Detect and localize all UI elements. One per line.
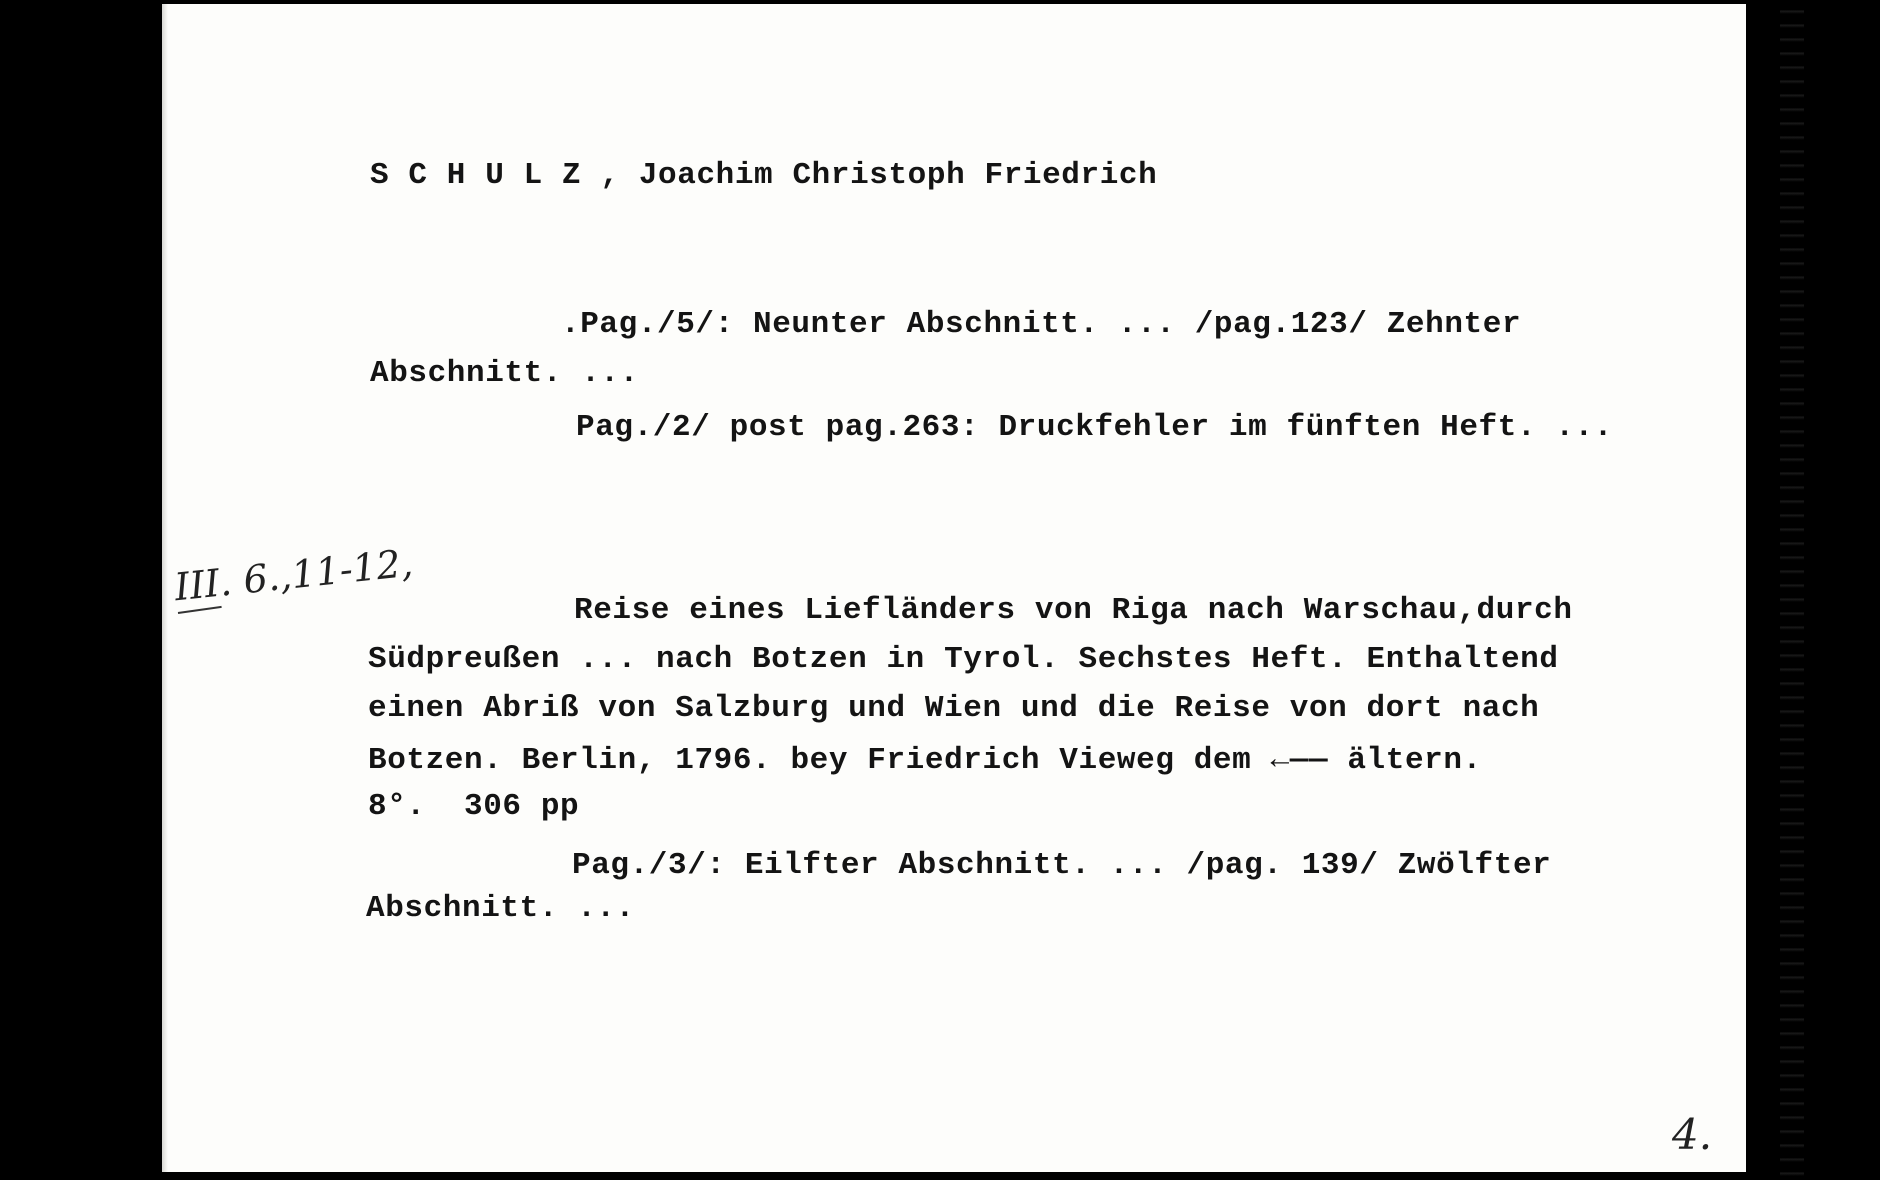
handwritten-shelfmark: III. 6.,11-12,: [172, 540, 415, 610]
entry-line-1: Reise eines Liefländers von Riga nach Warschau,durch: [574, 593, 1573, 628]
author-heading: S C H U L Z , Joachim Christoph Friedrich: [370, 158, 1158, 193]
pagination-line-3: Pag./2/ post pag.263: Druckfehler im fünften Heft. ...: [576, 410, 1613, 445]
pagination-line-1: .Pag./5/: Neunter Abschnitt. ... /pag.123/ Zehnter: [561, 307, 1522, 342]
catalog-card: [162, 4, 1746, 1172]
entry-line-2: Südpreußen ... nach Botzen in Tyrol. Sechstes Heft. Enthaltend: [368, 642, 1559, 677]
entry-line-3: einen Abriß von Salzburg und Wien und die Reise von dort nach: [368, 691, 1540, 726]
entry-line-6: Pag./3/: Eilfter Abschnitt. ... /pag. 139/ Zwölfter: [572, 848, 1552, 883]
entry-format-pages: 8°. 306 pp: [368, 789, 580, 824]
card-edge: [162, 4, 168, 1172]
pagination-line-2: Abschnitt. ...: [370, 356, 639, 391]
film-edge: [1780, 0, 1804, 1180]
entry-line-4: Botzen. Berlin, 1796. bey Friedrich Vieweg dem ←—— ältern.: [368, 743, 1482, 778]
handwritten-page-number: 4.: [1672, 1110, 1713, 1159]
entry-line-7: Abschnitt. ...: [366, 891, 635, 926]
